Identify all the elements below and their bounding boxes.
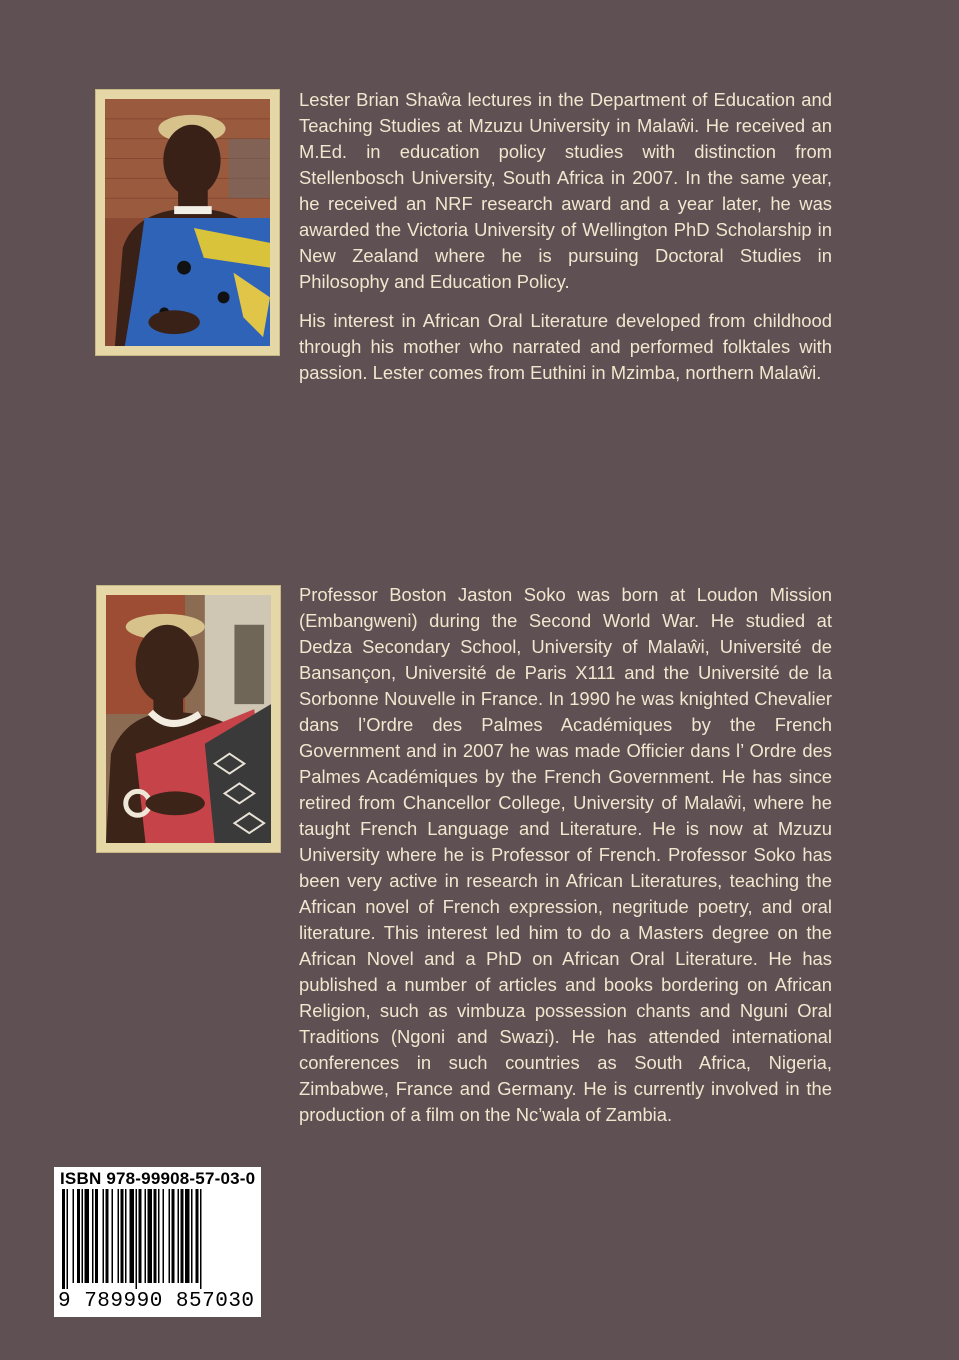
barcode-bar (95, 1189, 98, 1283)
barcode-bar (67, 1189, 69, 1289)
barcode-bar (191, 1189, 193, 1283)
barcode-bar (145, 1189, 147, 1283)
barcode-bar (136, 1189, 138, 1289)
barcode-bar (200, 1189, 202, 1289)
barcode-bar (121, 1189, 124, 1283)
barcode-bar (163, 1189, 165, 1283)
author-photo-shawa (95, 89, 280, 356)
barcode-bar (85, 1189, 90, 1283)
isbn-label: ISBN 978-99908-57-03-0 (60, 1169, 256, 1188)
portrait-image (105, 99, 270, 346)
barcode-bar (106, 1189, 109, 1283)
author-bio-soko: Professor Boston Jaston Soko was born at Loudon Mission (Embangweni) during the Second World War. He studied at Dedza Secondary School, University of Malaŵi, Université de Bansançon, Université de Paris X111 and the Université de la Sorbonne Nouvelle in France. In 1990 he was knighted Chevalier dans l’Ordre des Palmes Académiques by the French Government and in 2007 he was made Officier dans l’ Ordre des Palmes Académiques by the French Government. He has since retired from Chancellor College, University of Malaŵi, where he taught French Language and Literature. He is now at Mzuzu University where he is Professor of French. Professor Soko has been very active in research in African Literatures, teaching the African novel of French expression, negritude poetry, and oral literature. This interest led him to do a Masters degree on the African Novel and a PhD on African Oral Literature. He has published a number of articles and books bordering on African Religion, such as vimbuza possession chants and Nguni Oral Traditions (Ngoni and Swazi). He has attended international conferences in such countries as South Africa, Nigeria, Zimbabwe, France and Germany. He is currently involved in the production of a film on the Nc’wala of Zambia. (299, 584, 832, 1125)
barcode-bar (82, 1189, 84, 1283)
barcode-bar (181, 1189, 184, 1283)
barcode-bar (158, 1189, 160, 1283)
portrait-image (106, 595, 271, 843)
isbn-digits: 9 789990 857030 (58, 1290, 255, 1313)
barcode-bar (196, 1189, 199, 1283)
barcode-bar (130, 1189, 135, 1283)
author-photo-soko (96, 585, 281, 853)
barcode-bar (73, 1189, 75, 1283)
barcode-bar (139, 1189, 142, 1283)
barcode-bar (92, 1189, 94, 1283)
barcode-bar (125, 1189, 127, 1283)
barcode-bar (118, 1189, 120, 1283)
bio-paragraph: His interest in African Oral Literature developed from childhood through his mother who narrated and performed folktales with passion. Lester comes from Euthini in Mzimba, northern Malaŵi. (299, 310, 832, 383)
barcode-bar (154, 1189, 157, 1283)
barcode-bar (148, 1189, 153, 1283)
barcode-bar (62, 1189, 65, 1289)
barcode-bar (172, 1189, 175, 1283)
bio-paragraph: Lester Brian Shaŵa lectures in the Department of Education and Teaching Studies at Mzuzu University in Malaŵi. He received an M.Ed. in education policy studies with distinction from Stellenbosch University, South Africa in 2007. In the same year, he received an NRF research award and a year later, he was awarded the Victoria University of Wellington PhD Scholarship in New Zealand where he is pursuing Doctoral Studies in Philosophy and Education Policy. (299, 89, 832, 292)
isbn-barcode (54, 1167, 261, 1317)
barcode-bar (169, 1189, 171, 1283)
barcode-bar (178, 1189, 180, 1283)
author-bio-shawa (299, 87, 832, 386)
barcode-bar (112, 1189, 114, 1283)
barcode-bars (60, 1189, 256, 1289)
barcode-bar (77, 1189, 80, 1283)
barcode-bar (103, 1189, 105, 1283)
barcode-bar (185, 1189, 190, 1283)
